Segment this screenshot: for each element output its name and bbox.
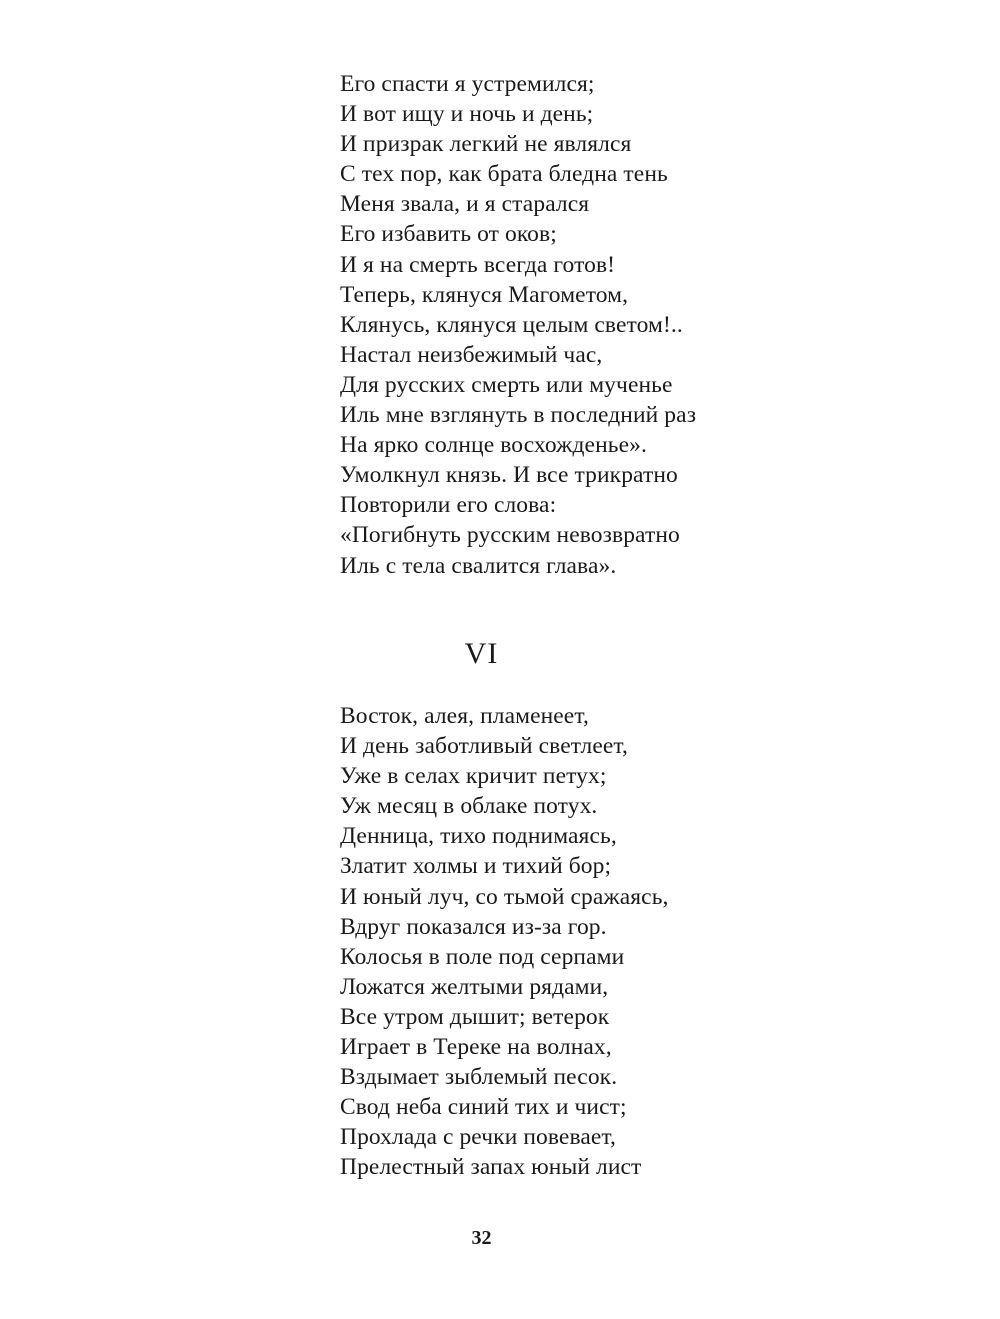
verse-line: Златит холмы и тихий бор; bbox=[340, 853, 612, 880]
verse-line: Колосья в поле под серпами bbox=[340, 943, 625, 970]
verse-line: Прелестный запах юный лист bbox=[340, 1154, 642, 1181]
verse-line: Клянусь, клянуся целым светом!.. bbox=[340, 311, 683, 338]
verse-line: Умолкнул князь. И все трикратно bbox=[340, 462, 678, 489]
verse-line: Повторили его слова: bbox=[340, 492, 557, 519]
verse-line: Его спасти я устремился; bbox=[340, 71, 595, 97]
verse-line: И вот ищу и ночь и день; bbox=[340, 101, 594, 128]
verse-line: Иль мне взглянуть в последний раз bbox=[340, 402, 697, 429]
section-heading: VI bbox=[464, 637, 499, 670]
verse-line: Восток, алея, пламенеет, bbox=[340, 703, 589, 729]
verse-line: Денница, тихо поднимаясь, bbox=[340, 823, 617, 850]
verse-line: Играет в Тереке на волнах, bbox=[340, 1034, 612, 1061]
verse-line: Уже в селах кричит петух; bbox=[340, 763, 607, 790]
page-number: 32 bbox=[471, 1227, 492, 1249]
verse-line: Меня звала, и я старался bbox=[340, 191, 590, 218]
verse-line: Его избавить от оков; bbox=[340, 221, 557, 248]
verse-line: Теперь, клянуся Магометом, bbox=[340, 281, 629, 308]
verse-line: Ложатся желтыми рядами, bbox=[340, 973, 609, 1000]
verse-line: Уж месяц в облаке потух. bbox=[340, 793, 598, 820]
verse-line: Прохлада с речки повевает, bbox=[340, 1124, 616, 1151]
verse-line: Иль с тела свалится глава». bbox=[340, 552, 617, 579]
verse-line: На ярко солнце восхожденье». bbox=[340, 432, 647, 459]
verse-line: Свод неба синий тих и чист; bbox=[340, 1094, 627, 1121]
verse-line: И призрак легкий не являлся bbox=[340, 131, 632, 158]
verse-line: Все утром дышит; ветерок bbox=[340, 1003, 610, 1030]
verse-line: И день заботливый светлеет, bbox=[340, 733, 629, 760]
stanza-second bbox=[340, 701, 669, 1183]
verse-line: Настал неизбежимый час, bbox=[340, 341, 603, 368]
stanza-first bbox=[340, 69, 696, 581]
verse-line: «Погибнуть русским невозвратно bbox=[340, 522, 680, 549]
verse-line: Вздымает зыблемый песок. bbox=[340, 1064, 618, 1091]
verse-line: Для русских смерть или мученье bbox=[340, 371, 673, 398]
verse-line: Вдруг показался из-за гор. bbox=[340, 913, 607, 940]
verse-line: И я на смерть всегда готов! bbox=[340, 251, 616, 278]
verse-line: И юный луч, со тьмой сражаясь, bbox=[340, 883, 669, 910]
verse-line: С тех пор, как брата бледна тень bbox=[340, 161, 668, 188]
